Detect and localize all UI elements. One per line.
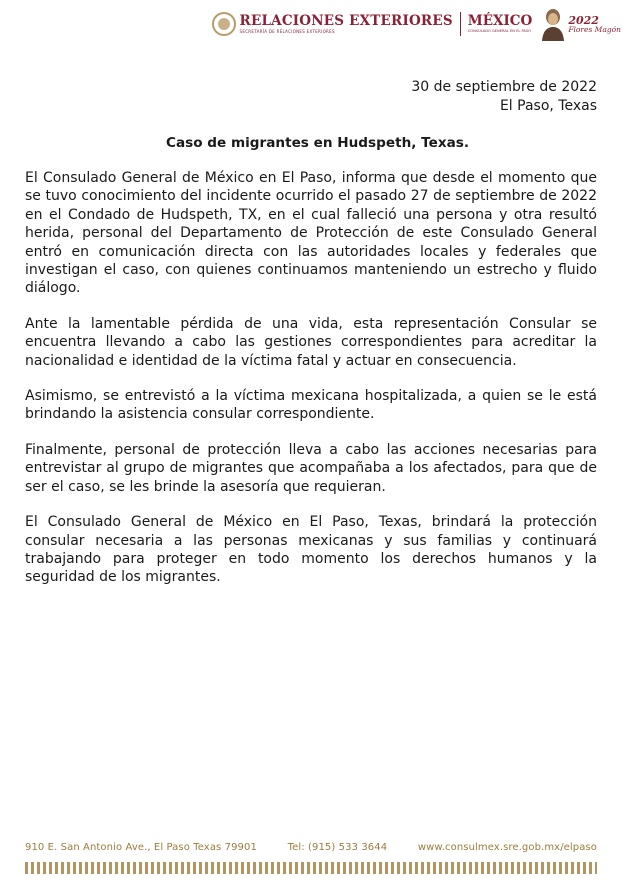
paragraph-1: El Consulado General de México en El Paso, informa que desde el momento que se tuvo conocimiento del incidente ocurrido el pasado 27 de septiembre de 2022 en el Condado de Hudspeth, TX, en el cual falleció una persona y otra resultó herida, personal del Departamento de Protección de este Consulado General entró en comunicación directa con las autoridades locales y federales que investigan el caso, con quienes continuamos manteniendo un estrecho y fluido diálogo.	[25, 170, 597, 297]
letter-body	[25, 169, 597, 604]
footer	[25, 842, 597, 853]
year-label: 2022	[568, 13, 599, 27]
footer-website: www.consulmex.sre.gob.mx/elpaso	[417, 842, 597, 853]
paragraph-2: Ante la lamentable pérdida de una vida, esta representación Consular se encuentra llevando a cabo las gestiones correspondientes para acreditar la nacionalidad e identidad de la víctima fatal y actuar en consecuencia.	[25, 315, 597, 369]
coat-of-arms-icon	[212, 12, 236, 36]
footer-pattern	[25, 862, 597, 874]
document-title: Caso de migrantes en Hudspeth, Texas.	[165, 135, 470, 151]
centenary-logo	[568, 15, 621, 34]
mexico-sub: CONSULADO GENERAL EN EL PASO	[467, 29, 531, 33]
paragraph-3: Asimismo, se entrevistó a la víctima mexicana hospitalizada, a quien se le está brindando la asistencia consular correspondiente.	[25, 388, 597, 423]
year-text: Flores Magón	[568, 24, 621, 34]
paragraph-4: Finalmente, personal de protección lleva a cabo las acciones necesarias para entrevistar al grupo de migrantes que acompañaba a los afectados, para que de ser el caso, se les brinde la asesoría que requieran.	[25, 441, 597, 495]
brand-sub: SECRETARÍA DE RELACIONES EXTERIORES	[239, 29, 335, 34]
paragraph-5: El Consulado General de México en El Paso, Texas, brindará la protección consular necesaria a las personas mexicanas y sus familias y continuará trabajando para proteger en todo momento los derechos humanos y la seguridad de los migrantes.	[25, 514, 597, 586]
brand-main: RELACIONES EXTERIORES	[239, 13, 453, 29]
letter-date: 30 de septiembre de 2022	[411, 79, 597, 95]
date-block	[411, 78, 597, 116]
portrait-icon	[540, 7, 566, 41]
letterhead	[212, 6, 621, 42]
letter-place: El Paso, Texas	[499, 98, 597, 114]
header-divider	[460, 12, 461, 36]
footer-address: 910 E. San Antonio Ave., El Paso Texas 79901	[25, 842, 257, 853]
mexico-logo	[468, 14, 533, 34]
sre-logo	[240, 14, 453, 34]
mexico-main: MÉXICO	[467, 13, 533, 29]
footer-phone: Tel: (915) 533 3644	[287, 842, 388, 853]
